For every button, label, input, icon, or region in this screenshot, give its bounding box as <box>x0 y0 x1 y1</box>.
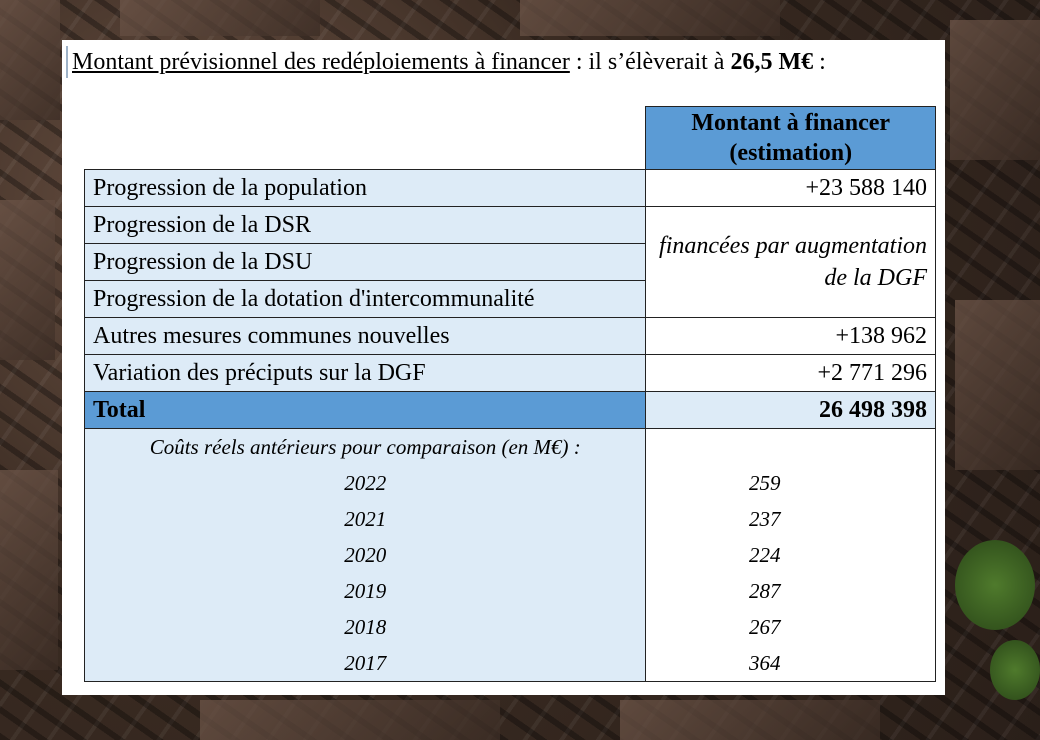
history-year: 2020 <box>85 537 646 573</box>
history-row <box>85 537 936 573</box>
history-row <box>85 609 936 645</box>
table-header-row <box>85 107 936 170</box>
column-header: Montant à financer (estimation) <box>646 107 936 170</box>
row-label: Progression de la population <box>85 170 646 207</box>
section-heading <box>66 46 948 78</box>
merged-note: financées par augmentation de la DGF <box>646 207 936 318</box>
history-row <box>85 573 936 609</box>
row-value: +138 962 <box>646 318 936 355</box>
row-value: +23 588 140 <box>646 170 936 207</box>
history-value: 237 <box>646 501 936 537</box>
history-value: 224 <box>646 537 936 573</box>
funding-table <box>84 106 936 682</box>
history-year: 2019 <box>85 573 646 609</box>
table-row <box>85 207 936 244</box>
total-label: Total <box>85 392 646 429</box>
history-value: 364 <box>646 645 936 682</box>
document-page <box>62 40 945 695</box>
history-caption: Coûts réels antérieurs pour comparaison (en M€) : <box>85 429 646 466</box>
history-year: 2018 <box>85 609 646 645</box>
row-value: +2 771 296 <box>646 355 936 392</box>
row-label: Progression de la dotation d'intercommunalité <box>85 281 646 318</box>
heading-middle: : il s’élèverait à <box>569 49 731 75</box>
history-year: 2021 <box>85 501 646 537</box>
table-row <box>85 318 936 355</box>
history-year: 2017 <box>85 645 646 682</box>
table-row <box>85 170 936 207</box>
history-value: 287 <box>646 573 936 609</box>
heading-end: : <box>813 49 826 75</box>
total-value: 26 498 398 <box>646 392 936 429</box>
row-label: Progression de la DSR <box>85 207 646 244</box>
row-label: Variation des préciputs sur la DGF <box>85 355 646 392</box>
history-row <box>85 645 936 682</box>
heading-underlined: Montant prévisionnel des redéploiements à financer <box>72 49 570 75</box>
heading-amount: 26,5 M€ <box>730 49 814 75</box>
history-year: 2022 <box>85 465 646 501</box>
row-label: Progression de la DSU <box>85 244 646 281</box>
history-caption-row <box>85 429 936 466</box>
history-row <box>85 501 936 537</box>
history-value: 267 <box>646 609 936 645</box>
table-row <box>85 355 936 392</box>
history-row <box>85 465 936 501</box>
row-label: Autres mesures communes nouvelles <box>85 318 646 355</box>
history-value: 259 <box>646 465 936 501</box>
total-row <box>85 392 936 429</box>
